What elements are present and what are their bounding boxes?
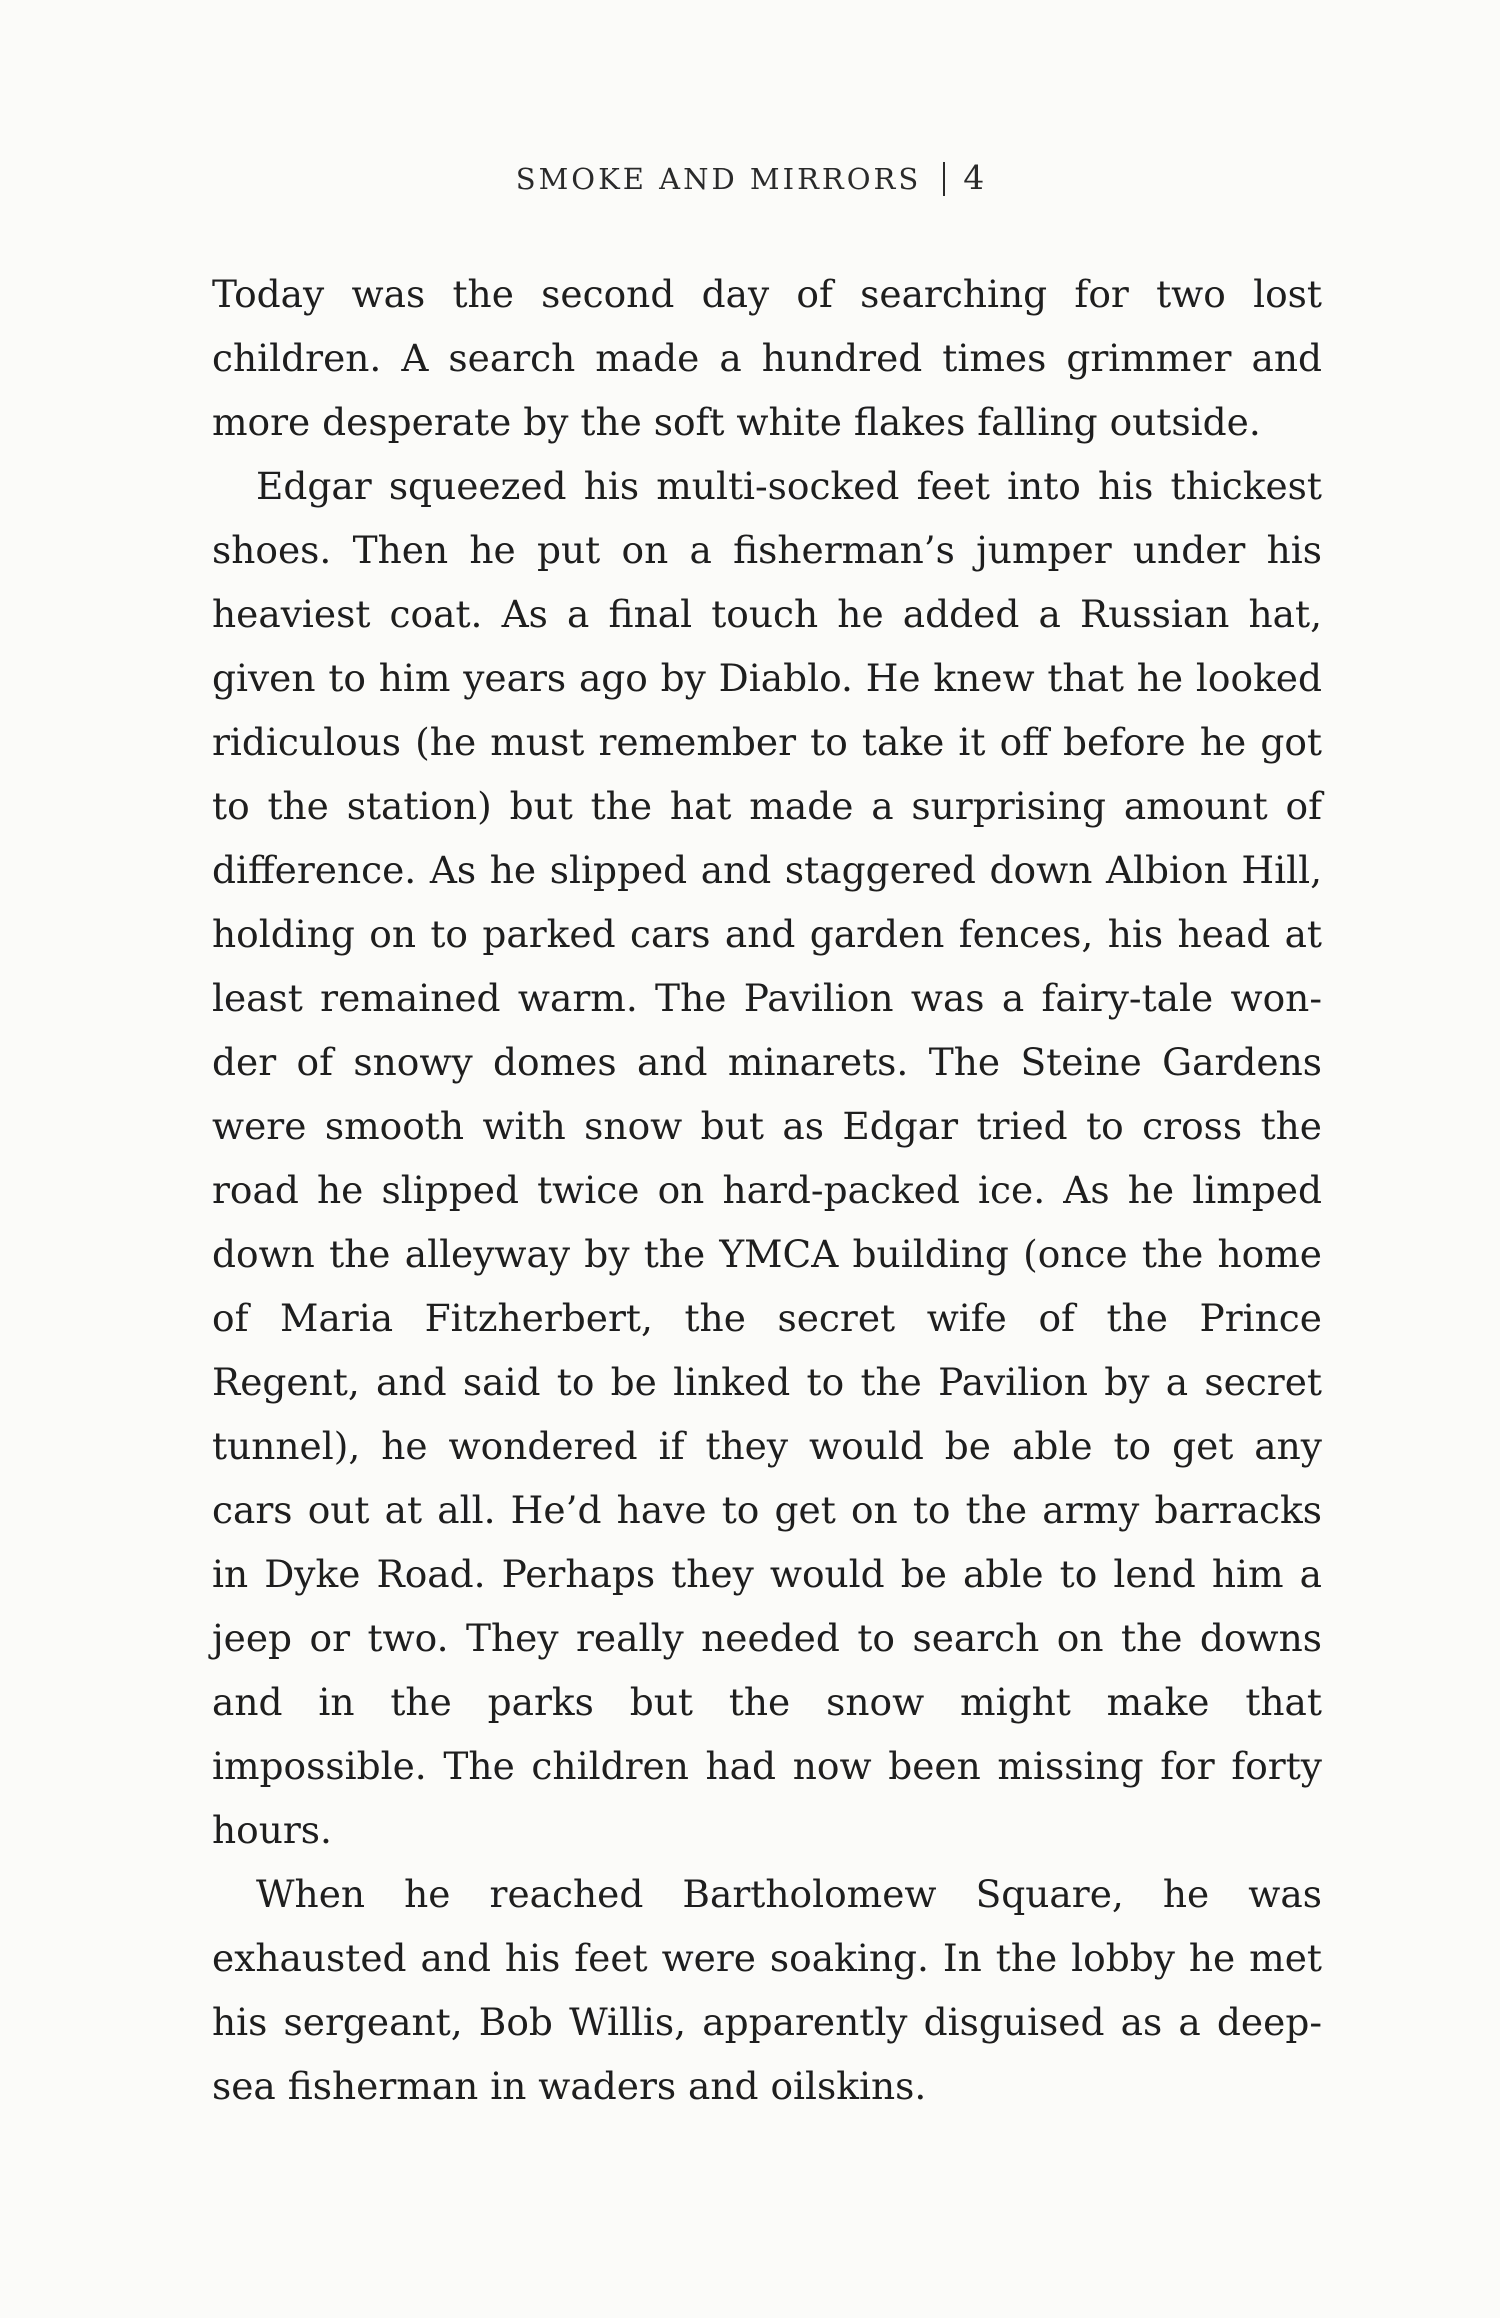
paragraph-3: When he reached Bartholomew Square, he was exhausted and his feet were soaking. In the lobby he met his sergeant, Bob Willis, apparently disguised as a deepsea fisherman in waders and oilskins.	[212, 1872, 1322, 2108]
book-title: SMOKE AND MIRRORS	[515, 162, 922, 196]
paragraph-1: Today was the second day of searching for two lost children. A search made a hundred times grimmer and more desperate by the soft white flakes falling outside.	[212, 272, 1322, 444]
page-number: 4	[963, 158, 985, 197]
body-text	[212, 262, 1322, 2118]
header-divider	[943, 162, 945, 196]
paragraph-2: Edgar squeezed his multi-socked feet into his thickest shoes. Then he put on a fisherman’s jumper under his heaviest coat. As a final touch he added a Russian hat, given to him years ago by Diablo. He knew that he looked ridiculous (he must remember to take it off before he got to the station) but the hat made a surprising amount of difference. As he slipped and staggered down Albion Hill, holding on to parked cars and garden fences, his head at least remained warm. The Pavilion was a fairy-tale wonder of snowy domes and minarets. The Steine Gardens were smooth with snow but as Edgar tried to cross the road he slipped twice on hard-packed ice. As he limped down the alleyway by the YMCA building (once the home of Maria Fitzherbert, the secret wife of the Prince Regent, and said to be linked to the Pavilion by a secret tunnel), he wondered if they would be able to get any cars out at all. He’d have to get on to the army barracks in Dyke Road. Perhaps they would be able to lend him a jeep or two. They really needed to search on the downs and in the parks but the snow might make that impossible. The children had now been missing for forty hours.	[212, 464, 1322, 1852]
running-header	[0, 158, 1500, 197]
